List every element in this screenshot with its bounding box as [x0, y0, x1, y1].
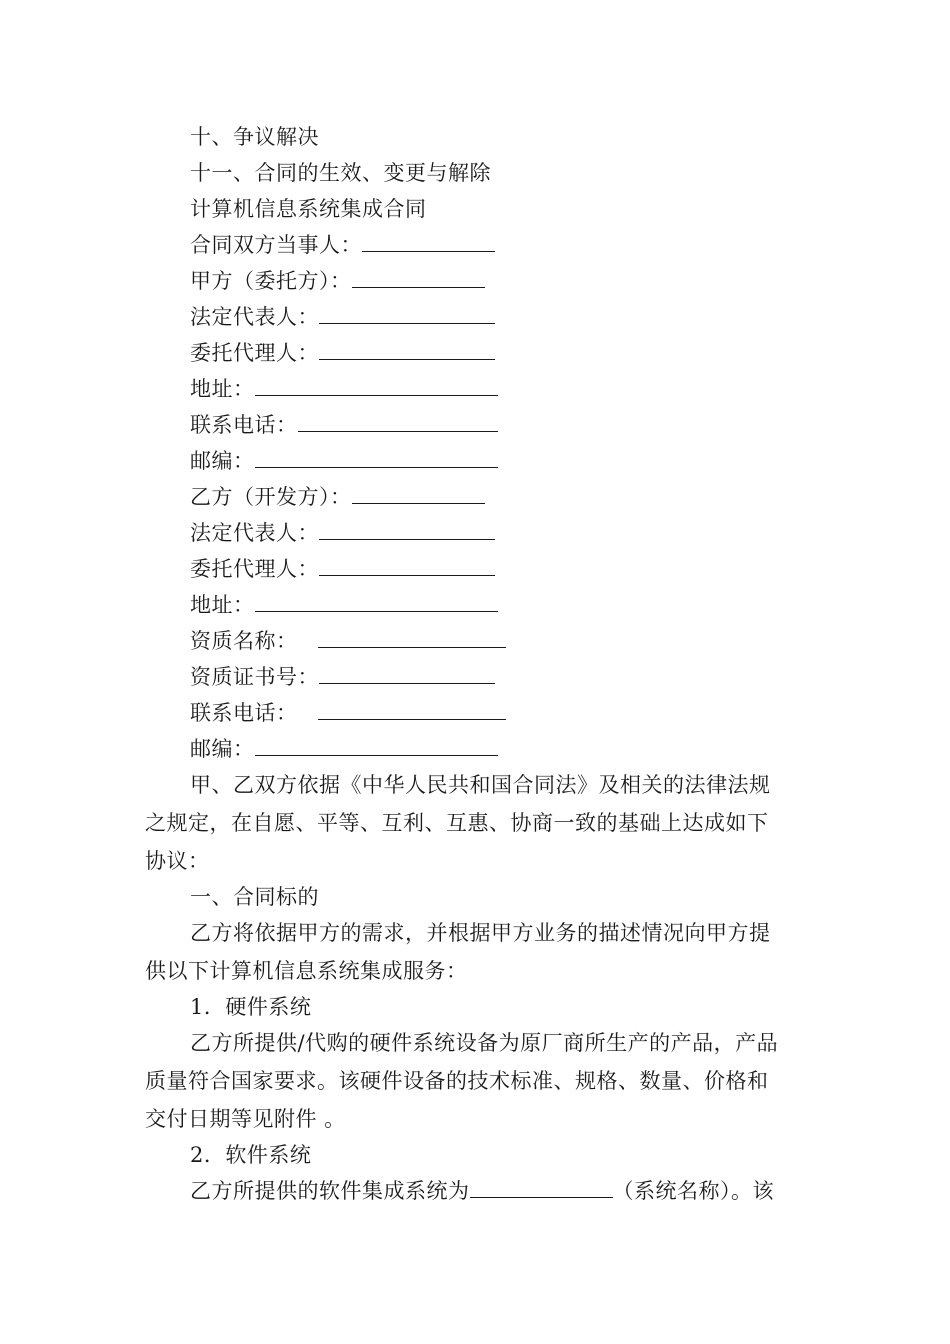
hardware-para-line-3: 交付日期等见附件 。 — [145, 1107, 346, 1131]
blank-line — [352, 269, 485, 288]
field-label: 甲方（委托方）： — [190, 269, 352, 293]
heading-effectiveness: 十一、合同的生效、变更与解除 — [190, 161, 491, 185]
field-label: 资质名称： — [190, 629, 298, 653]
field-party-b — [190, 484, 485, 510]
field-a-representative — [190, 304, 495, 330]
field-label: 邮编： — [190, 449, 255, 473]
field-a-address — [190, 376, 498, 402]
field-label: 邮编： — [190, 737, 255, 761]
field-label: 地址： — [190, 377, 255, 401]
blank-line — [255, 377, 498, 396]
field-label: 联系电话： — [190, 701, 298, 725]
field-b-agent — [190, 556, 495, 582]
field-b-representative — [190, 520, 495, 546]
field-label: 法定代表人： — [190, 305, 319, 329]
blank-line — [255, 449, 498, 468]
section-heading-subject: 一、合同标的 — [190, 885, 319, 909]
field-a-zip — [190, 448, 498, 474]
field-label: 联系电话： — [190, 413, 298, 437]
intro-line-1: 甲、乙双方依据《中华人民共和国合同法》及相关的法律法规 — [190, 773, 771, 797]
field-b-qualification-name — [190, 628, 506, 654]
field-b-phone — [190, 700, 506, 726]
field-parties — [190, 232, 495, 258]
subject-para-line-1: 乙方将依据甲方的需求，并根据甲方业务的描述情况向甲方提 — [190, 921, 771, 945]
blank-line — [319, 305, 495, 324]
heading-dispute-resolution: 十、争议解决 — [190, 125, 319, 149]
blank-line — [318, 629, 506, 648]
field-b-zip — [190, 736, 498, 762]
intro-line-3: 协议： — [145, 849, 210, 873]
field-b-address — [190, 592, 498, 618]
field-a-phone — [190, 412, 498, 438]
field-label: 乙方（开发方）： — [190, 485, 352, 509]
field-party-a — [190, 268, 485, 294]
blank-line — [319, 521, 495, 540]
field-b-qualification-number — [190, 664, 495, 690]
blank-line — [319, 341, 495, 360]
blank-line — [318, 701, 506, 720]
field-label: 委托代理人： — [190, 341, 319, 365]
software-text-b: （系统名称）。该 — [612, 1179, 774, 1203]
item-software-heading: 2．软件系统 — [190, 1143, 312, 1167]
field-a-agent — [190, 340, 495, 366]
blank-line — [362, 233, 495, 252]
blank-line — [352, 485, 485, 504]
field-label: 委托代理人： — [190, 557, 319, 581]
hardware-para-line-1: 乙方所提供/代购的硬件系统设备为原厂商所生产的产品，产品 — [190, 1031, 779, 1055]
blank-line — [319, 665, 495, 684]
hardware-para-line-2: 质量符合国家要求。该硬件设备的技术标准、规格、数量、价格和 — [145, 1069, 769, 1093]
blank-line — [255, 737, 498, 756]
subject-para-line-2: 供以下计算机信息系统集成服务： — [145, 959, 468, 983]
field-label: 地址： — [190, 593, 255, 617]
field-label: 法定代表人： — [190, 521, 319, 545]
blank-line — [255, 593, 498, 612]
software-text-a: 乙方所提供的软件集成系统为 — [190, 1179, 470, 1203]
blank-line — [319, 557, 495, 576]
intro-line-2: 之规定，在自愿、平等、互利、互惠、协商一致的基础上达成如下 — [145, 811, 769, 835]
field-label: 合同双方当事人： — [190, 233, 362, 257]
item-hardware-heading: 1．硬件系统 — [190, 995, 312, 1019]
contract-title: 计算机信息系统集成合同 — [190, 197, 427, 221]
software-para-line-1 — [190, 1178, 774, 1204]
blank-line — [470, 1179, 613, 1198]
blank-line — [298, 413, 498, 432]
field-label: 资质证书号： — [190, 665, 319, 689]
